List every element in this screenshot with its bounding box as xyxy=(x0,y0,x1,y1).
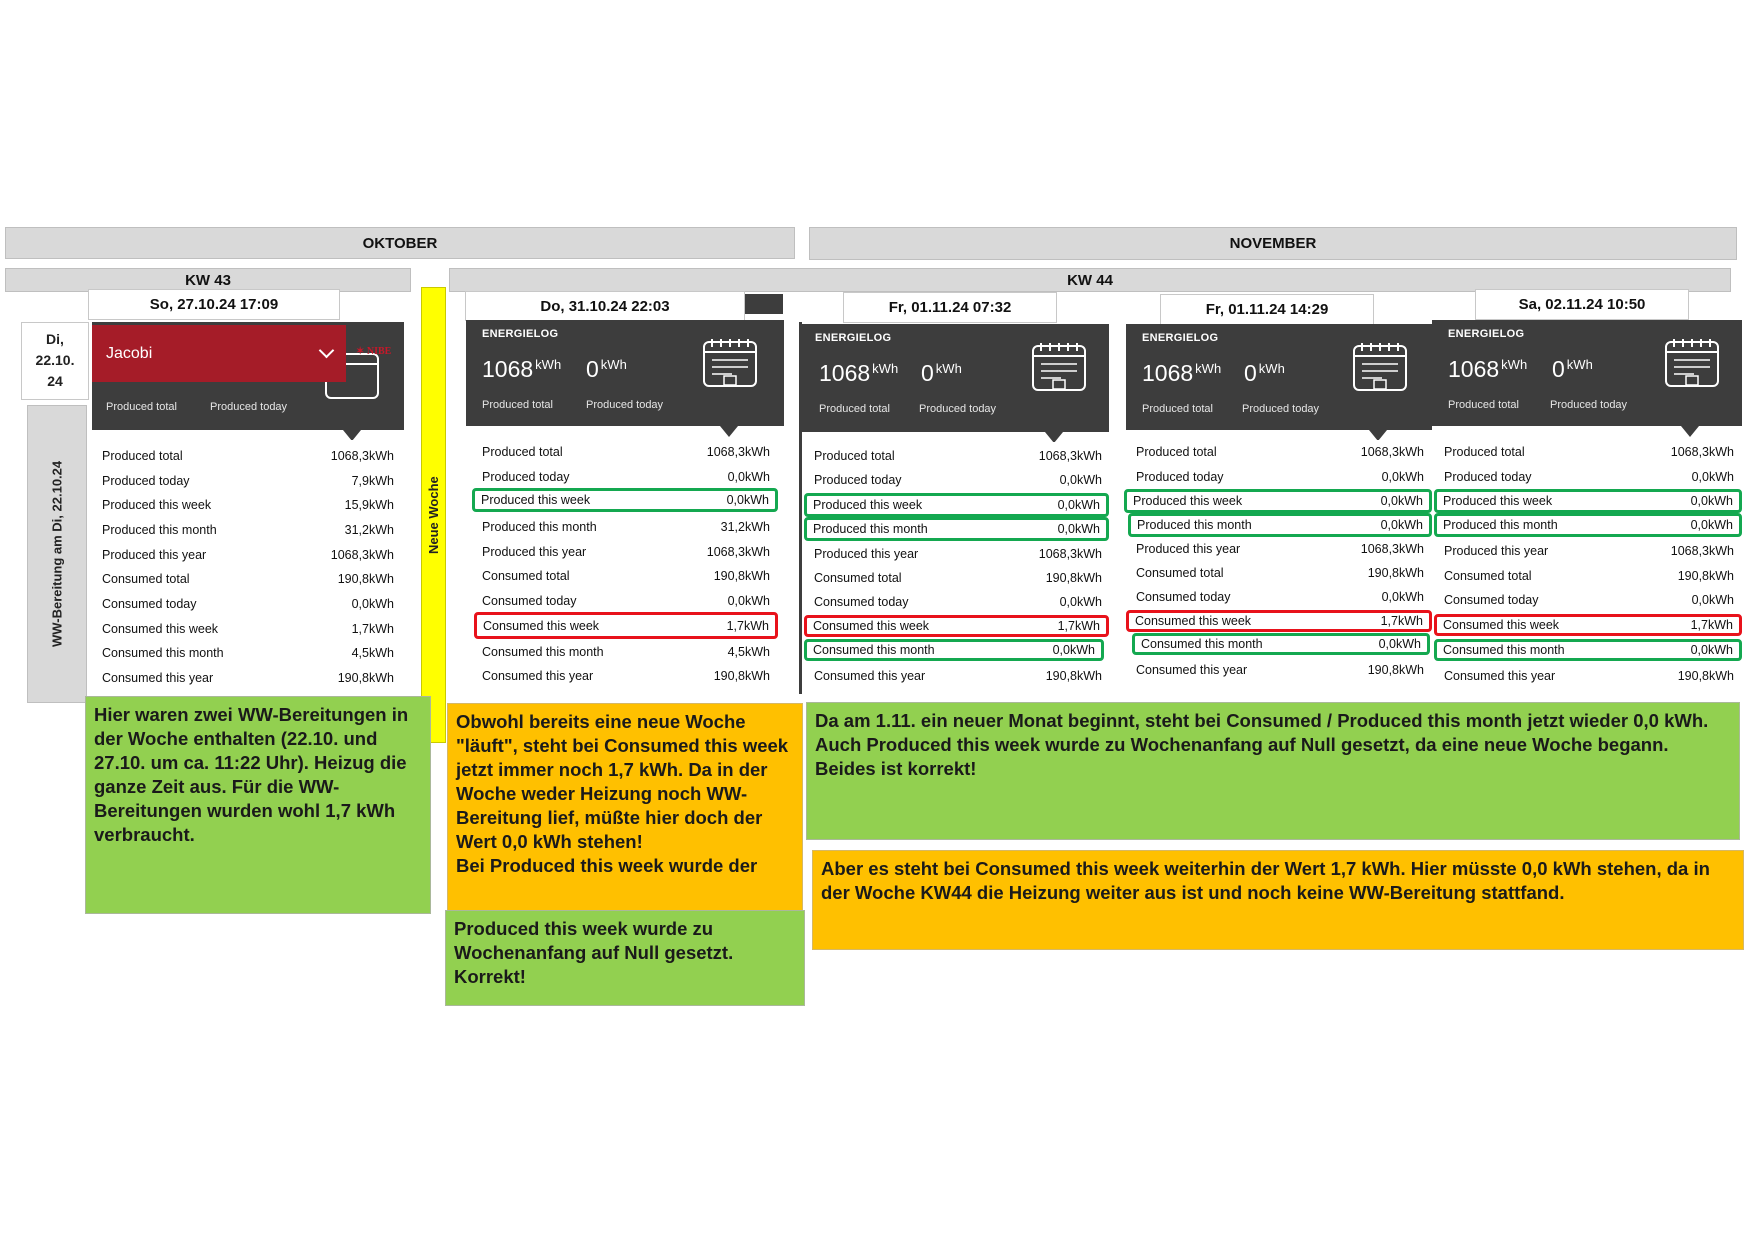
panel5-title: ENERGIELOG xyxy=(1448,328,1525,340)
note-new-month: Da am 1.11. ein neuer Monat beginnt, steht bei Consumed / Produced this month jetzt wieder 0,0 kWh. Auch Produced this week wurde zu Wochenanfang auf Null gesetzt, da eine neue Woche begann. Beides ist korrekt! xyxy=(806,702,1740,840)
table-row: Produced total 1068,3kWh xyxy=(102,449,394,463)
week-band-kw43: KW 43 xyxy=(5,268,411,292)
ww-bereitung-side-label: WW-Bereitung am Di, 22.10.24 xyxy=(27,405,87,703)
panel2-pointer xyxy=(720,426,738,437)
table-row-highlight-green: Consumed this month 0,0kWh xyxy=(1132,633,1430,655)
panel1-label-today: Produced today xyxy=(210,401,288,413)
di-date-box: Di, 22.10. 24 xyxy=(21,322,89,400)
panel5-list xyxy=(1432,438,1744,692)
panel2-date: Do, 31.10.24 22:03 xyxy=(465,291,745,321)
note-kw43: Hier waren zwei WW-Bereitungen in der Woche enthalten (22.10. und 27.10. um ca. 11:22 Uhr). Heizug die ganze Zeit aus. Für die WW-Bereitungen wurden wohl 1,7 kWh verbraucht. xyxy=(85,696,431,914)
table-row: Produced total 1068,3kWh xyxy=(1136,445,1424,459)
table-row: Consumed today 0,0kWh xyxy=(814,595,1102,609)
table-row: Produced total 1068,3kWh xyxy=(482,445,770,459)
table-row: Consumed today 0,0kWh xyxy=(1136,590,1424,604)
table-row: Produced total 1068,3kWh xyxy=(1444,445,1734,459)
table-row: Consumed this year 190,8kWh xyxy=(1136,663,1424,677)
neue-woche-marker: Neue Woche xyxy=(421,287,446,743)
nibe-logo: ✶ NIBE xyxy=(356,346,392,357)
table-row: Produced total 1068,3kWh xyxy=(814,449,1102,463)
table-row: Consumed total 190,8kWh xyxy=(102,572,394,586)
table-row-highlight-green: Produced this month 0,0kWh xyxy=(1128,513,1432,537)
panel3-title: ENERGIELOG xyxy=(815,332,892,344)
table-row: Consumed this year 190,8kWh xyxy=(1444,669,1734,683)
panel5-big-total: 1068 $^{kWh}$ xyxy=(1448,356,1528,382)
panel2-title: ENERGIELOG xyxy=(482,328,559,340)
table-row: Consumed this year 190,8kWh xyxy=(482,669,770,683)
chevron-down-icon xyxy=(319,343,335,359)
table-row-highlight-red: Consumed this week 1,7kWh xyxy=(804,615,1109,637)
table-row: Produced this year 1068,3kWh xyxy=(1136,542,1424,556)
table-row: Consumed today 0,0kWh xyxy=(102,597,394,611)
panel4-label-total: Produced total xyxy=(1142,403,1213,415)
panel1-date: So, 27.10.24 17:09 xyxy=(88,289,340,320)
panel3-big-total: 1068 $^{kWh}$ xyxy=(819,360,899,386)
month-band-oktober: OKTOBER xyxy=(5,227,795,259)
panel5-big-today: 0 $^{kWh}$ xyxy=(1552,356,1593,382)
table-row-highlight-green: Produced this week 0,0kWh xyxy=(804,493,1109,517)
note-produced-week: Produced this week wurde zu Wochenanfang auf Null gesetzt. Korrekt! xyxy=(445,910,805,1006)
table-row: Consumed total 190,8kWh xyxy=(814,571,1102,585)
panel4-title: ENERGIELOG xyxy=(1142,332,1219,344)
panel4-date: Fr, 01.11.24 14:29 xyxy=(1160,294,1374,325)
panel3-label-today: Produced today xyxy=(919,403,997,415)
site-dropdown-label: Jacobi xyxy=(106,344,153,362)
panel4-label-today: Produced today xyxy=(1242,403,1320,415)
panel5-label-today: Produced today xyxy=(1550,399,1628,411)
table-row: Consumed today 0,0kWh xyxy=(482,594,770,608)
panel1-label-total: Produced total xyxy=(106,401,177,413)
table-row: Produced today 0,0kWh xyxy=(1444,470,1734,484)
panel3-list xyxy=(802,442,1109,694)
calendar-icon xyxy=(1664,338,1720,390)
table-row: Produced today 0,0kWh xyxy=(1136,470,1424,484)
table-row: Consumed total 190,8kWh xyxy=(1136,566,1424,580)
panel5-date: Sa, 02.11.24 10:50 xyxy=(1475,289,1689,320)
table-row-highlight-green: Consumed this month 0,0kWh xyxy=(1434,639,1742,661)
calendar-icon xyxy=(1031,342,1087,394)
table-row-highlight-green: Produced this month 0,0kWh xyxy=(804,517,1109,541)
table-row: Consumed this year 190,8kWh xyxy=(102,671,394,685)
table-row: Produced today 0,0kWh xyxy=(482,470,770,484)
panel4-header xyxy=(1126,324,1432,430)
panel4-list xyxy=(1124,440,1432,690)
panel2-big-total: 1068 $^{kWh}$ xyxy=(482,356,562,382)
calendar-icon xyxy=(1352,342,1408,394)
table-row: Produced this year 1068,3kWh xyxy=(102,548,394,562)
panel2-big-today: 0 $^{kWh}$ xyxy=(586,356,627,382)
panel5-pointer xyxy=(1681,426,1699,437)
calendar-icon xyxy=(702,338,758,390)
table-row: Produced this month 31,2kWh xyxy=(102,523,394,537)
table-row-highlight-green: Consumed this month 0,0kWh xyxy=(804,639,1104,661)
table-row-highlight-green: Produced this week 0,0kWh xyxy=(1124,489,1432,513)
panel4-big-today: 0 $^{kWh}$ xyxy=(1244,360,1285,386)
table-row: Produced today 7,9kWh xyxy=(102,474,394,488)
panel3-label-total: Produced total xyxy=(819,403,890,415)
table-row: Consumed total 190,8kWh xyxy=(482,569,770,583)
week-band-kw44: KW 44 xyxy=(449,268,1731,292)
panel5-label-total: Produced total xyxy=(1448,399,1519,411)
table-row: Produced this month 31,2kWh xyxy=(482,520,770,534)
table-row: Consumed this month 4,5kWh xyxy=(102,646,394,660)
table-row: Produced this year 1068,3kWh xyxy=(482,545,770,559)
table-row: Produced today 0,0kWh xyxy=(814,473,1102,487)
table-row: Consumed today 0,0kWh xyxy=(1444,593,1734,607)
table-row-highlight-red: Consumed this week 1,7kWh xyxy=(1434,614,1742,636)
table-row: Consumed this week 1,7kWh xyxy=(102,622,394,636)
month-band-november: NOVEMBER xyxy=(809,227,1737,260)
note-consumed-week: Obwohl bereits eine neue Woche "läuft", steht bei Consumed this week jetzt immer noch 1,7 kWh. Da in der Woche weder Heizung noch WW-Bereitung lief, müßte hier doch der Wert 0,0 kWh stehen! Bei Produced this week wurde der xyxy=(447,703,803,911)
table-row: Consumed this year 190,8kWh xyxy=(814,669,1102,683)
panel2-label-today: Produced today xyxy=(586,399,664,411)
note-consumed-week-kw44: Aber es steht bei Consumed this week weiterhin der Wert 1,7 kWh. Hier müsste 0,0 kWh stehen, da in der Woche KW44 die Heizung weiter aus ist und noch keine WW-Bereitung stattfand. xyxy=(812,850,1744,950)
panel2-list xyxy=(466,438,784,693)
panel3-date: Fr, 01.11.24 07:32 xyxy=(843,292,1057,323)
table-row: Consumed total 190,8kWh xyxy=(1444,569,1734,583)
table-row-highlight-green: Produced this week 0,0kWh xyxy=(472,488,778,512)
panel2-tab-dark xyxy=(745,294,783,314)
table-row-highlight-red: Consumed this week 1,7kWh xyxy=(474,612,778,639)
table-row-highlight-green: Produced this month 0,0kWh xyxy=(1434,513,1742,537)
panel4-big-total: 1068 $^{kWh}$ xyxy=(1142,360,1222,386)
table-row: Produced this week 15,9kWh xyxy=(102,498,394,512)
panel5-header xyxy=(1432,320,1742,426)
table-row-highlight-green: Produced this week 0,0kWh xyxy=(1434,489,1742,513)
panel2-label-total: Produced total xyxy=(482,399,553,411)
table-row: Produced this year 1068,3kWh xyxy=(814,547,1102,561)
table-row: Produced this year 1068,3kWh xyxy=(1444,544,1734,558)
panel1-list xyxy=(88,440,404,693)
panel3-header xyxy=(799,324,1109,432)
panel3-big-today: 0 $^{kWh}$ xyxy=(921,360,962,386)
panel2-header xyxy=(466,320,784,426)
table-row-highlight-red: Consumed this week 1,7kWh xyxy=(1126,610,1432,632)
site-dropdown[interactable] xyxy=(92,325,346,382)
table-row: Consumed this month 4,5kWh xyxy=(482,645,770,659)
